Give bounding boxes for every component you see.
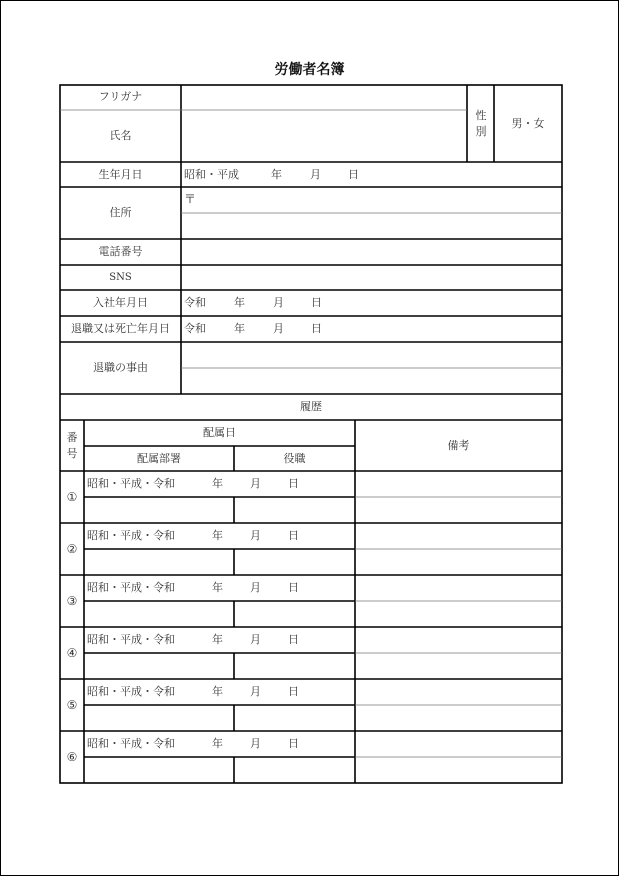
history-row-month: 月 bbox=[250, 685, 261, 698]
history-row-department-field[interactable] bbox=[85, 550, 233, 574]
history-row-department-field[interactable] bbox=[85, 602, 233, 626]
history-row-year: 年 bbox=[212, 737, 223, 750]
sns-field[interactable] bbox=[182, 266, 561, 289]
sns-label: SNS bbox=[109, 272, 132, 283]
history-row-year: 年 bbox=[212, 633, 223, 646]
join-date-field[interactable] bbox=[182, 291, 561, 315]
history-row-month: 月 bbox=[250, 529, 261, 542]
history-row-remarks-field-1[interactable] bbox=[356, 680, 561, 704]
history-row-era: 昭和・平成・令和 bbox=[87, 477, 175, 490]
phone-field[interactable] bbox=[182, 240, 561, 264]
history-row-year: 年 bbox=[212, 477, 223, 490]
history-row-remarks-field-2[interactable] bbox=[356, 706, 561, 730]
leave-day: 日 bbox=[311, 322, 322, 335]
history-row-position-field[interactable] bbox=[235, 706, 354, 730]
history-row-era: 昭和・平成・令和 bbox=[87, 581, 175, 594]
birthdate-day: 日 bbox=[348, 168, 359, 181]
history-row-remarks-field-2[interactable] bbox=[356, 654, 561, 678]
join-month: 月 bbox=[273, 296, 284, 309]
leave-reason-field-2[interactable] bbox=[182, 369, 561, 393]
history-row-date-field[interactable] bbox=[85, 524, 354, 548]
furigana-label: フリガナ bbox=[98, 90, 143, 103]
leave-reason-label: 退職の事由 bbox=[93, 361, 148, 374]
history-row-day: 日 bbox=[288, 737, 299, 750]
position-label: 役職 bbox=[283, 452, 306, 465]
history-row-day: 日 bbox=[288, 685, 299, 698]
birthdate-field[interactable] bbox=[182, 163, 561, 186]
department-label: 配属部署 bbox=[137, 452, 181, 465]
birthdate-year: 年 bbox=[271, 168, 282, 181]
history-row-department-field[interactable] bbox=[85, 654, 233, 678]
history-row-month: 月 bbox=[250, 737, 261, 750]
history-row-month: 月 bbox=[250, 477, 261, 490]
history-row-position-field[interactable] bbox=[235, 550, 354, 574]
history-row-year: 年 bbox=[212, 685, 223, 698]
history-row-remarks-field-2[interactable] bbox=[356, 602, 561, 626]
history-row-day: 日 bbox=[288, 581, 299, 594]
history-row-month: 月 bbox=[250, 633, 261, 646]
history-row-number: ③ bbox=[66, 594, 78, 608]
join-era: 令和 bbox=[184, 296, 206, 309]
leave-date-field[interactable] bbox=[182, 317, 561, 341]
history-row-day: 日 bbox=[288, 529, 299, 542]
history-row-number: ① bbox=[66, 490, 78, 504]
history-row-department-field[interactable] bbox=[85, 758, 233, 782]
history-row-remarks-field-1[interactable] bbox=[356, 524, 561, 548]
history-row-remarks-field-1[interactable] bbox=[356, 576, 561, 600]
leave-era: 令和 bbox=[184, 322, 206, 335]
furigana-field[interactable] bbox=[182, 86, 466, 109]
history-row-position-field[interactable] bbox=[235, 602, 354, 626]
address-field[interactable] bbox=[182, 214, 561, 238]
history-row-year: 年 bbox=[212, 581, 223, 594]
document-title: 労働者名簿 bbox=[274, 62, 345, 78]
history-row-date-field[interactable] bbox=[85, 472, 354, 496]
address-postal-field[interactable] bbox=[182, 188, 561, 212]
history-row-remarks-field-1[interactable] bbox=[356, 628, 561, 652]
history-row-month: 月 bbox=[250, 581, 261, 594]
history-row-position-field[interactable] bbox=[235, 758, 354, 782]
history-row-date-field[interactable] bbox=[85, 732, 354, 756]
join-date-label: 入社年月日 bbox=[93, 296, 148, 309]
birthdate-label: 生年月日 bbox=[98, 168, 143, 181]
history-row-date-field[interactable] bbox=[85, 680, 354, 704]
gender-label: 性別 bbox=[475, 109, 487, 138]
history-row-date-field[interactable] bbox=[85, 628, 354, 652]
birthdate-era: 昭和・平成 bbox=[184, 168, 239, 181]
history-row-department-field[interactable] bbox=[85, 706, 233, 730]
leave-year: 年 bbox=[234, 322, 245, 335]
history-row-remarks-field-2[interactable] bbox=[356, 758, 561, 782]
history-row-era: 昭和・平成・令和 bbox=[87, 737, 175, 750]
history-number-label: 番号 bbox=[66, 431, 78, 460]
leave-date-label: 退職又は死亡年月日 bbox=[71, 322, 170, 335]
history-row-number: ④ bbox=[66, 646, 78, 660]
history-row-day: 日 bbox=[288, 477, 299, 490]
history-row-year: 年 bbox=[212, 529, 223, 542]
birthdate-month: 月 bbox=[310, 168, 321, 181]
history-row-day: 日 bbox=[288, 633, 299, 646]
name-field[interactable] bbox=[182, 111, 466, 161]
history-row-position-field[interactable] bbox=[235, 498, 354, 522]
history-section-label: 履歴 bbox=[300, 400, 322, 413]
address-label: 住所 bbox=[109, 206, 132, 219]
join-day: 日 bbox=[311, 296, 322, 309]
history-row-remarks-field-1[interactable] bbox=[356, 472, 561, 496]
join-year: 年 bbox=[234, 296, 245, 309]
history-row-remarks-field-2[interactable] bbox=[356, 498, 561, 522]
history-row-department-field[interactable] bbox=[85, 498, 233, 522]
assign-date-label: 配属日 bbox=[203, 426, 236, 439]
gender-options[interactable]: 男・女 bbox=[511, 117, 545, 130]
phone-label: 電話番号 bbox=[98, 245, 143, 258]
history-row-remarks-field-1[interactable] bbox=[356, 732, 561, 756]
history-row-number: ⑥ bbox=[66, 750, 78, 764]
remarks-label: 備考 bbox=[447, 439, 470, 452]
history-row-era: 昭和・平成・令和 bbox=[87, 633, 175, 646]
leave-reason-field-1[interactable] bbox=[182, 343, 561, 367]
name-label: 氏名 bbox=[109, 129, 132, 142]
history-row-era: 昭和・平成・令和 bbox=[87, 685, 175, 698]
history-row-number: ② bbox=[66, 542, 78, 556]
history-row-number: ⑤ bbox=[66, 698, 78, 712]
postal-mark: 〒 bbox=[184, 192, 197, 206]
history-row-position-field[interactable] bbox=[235, 654, 354, 678]
history-row-remarks-field-2[interactable] bbox=[356, 550, 561, 574]
history-row-date-field[interactable] bbox=[85, 576, 354, 600]
history-row-era: 昭和・平成・令和 bbox=[87, 529, 175, 542]
leave-month: 月 bbox=[273, 322, 284, 335]
